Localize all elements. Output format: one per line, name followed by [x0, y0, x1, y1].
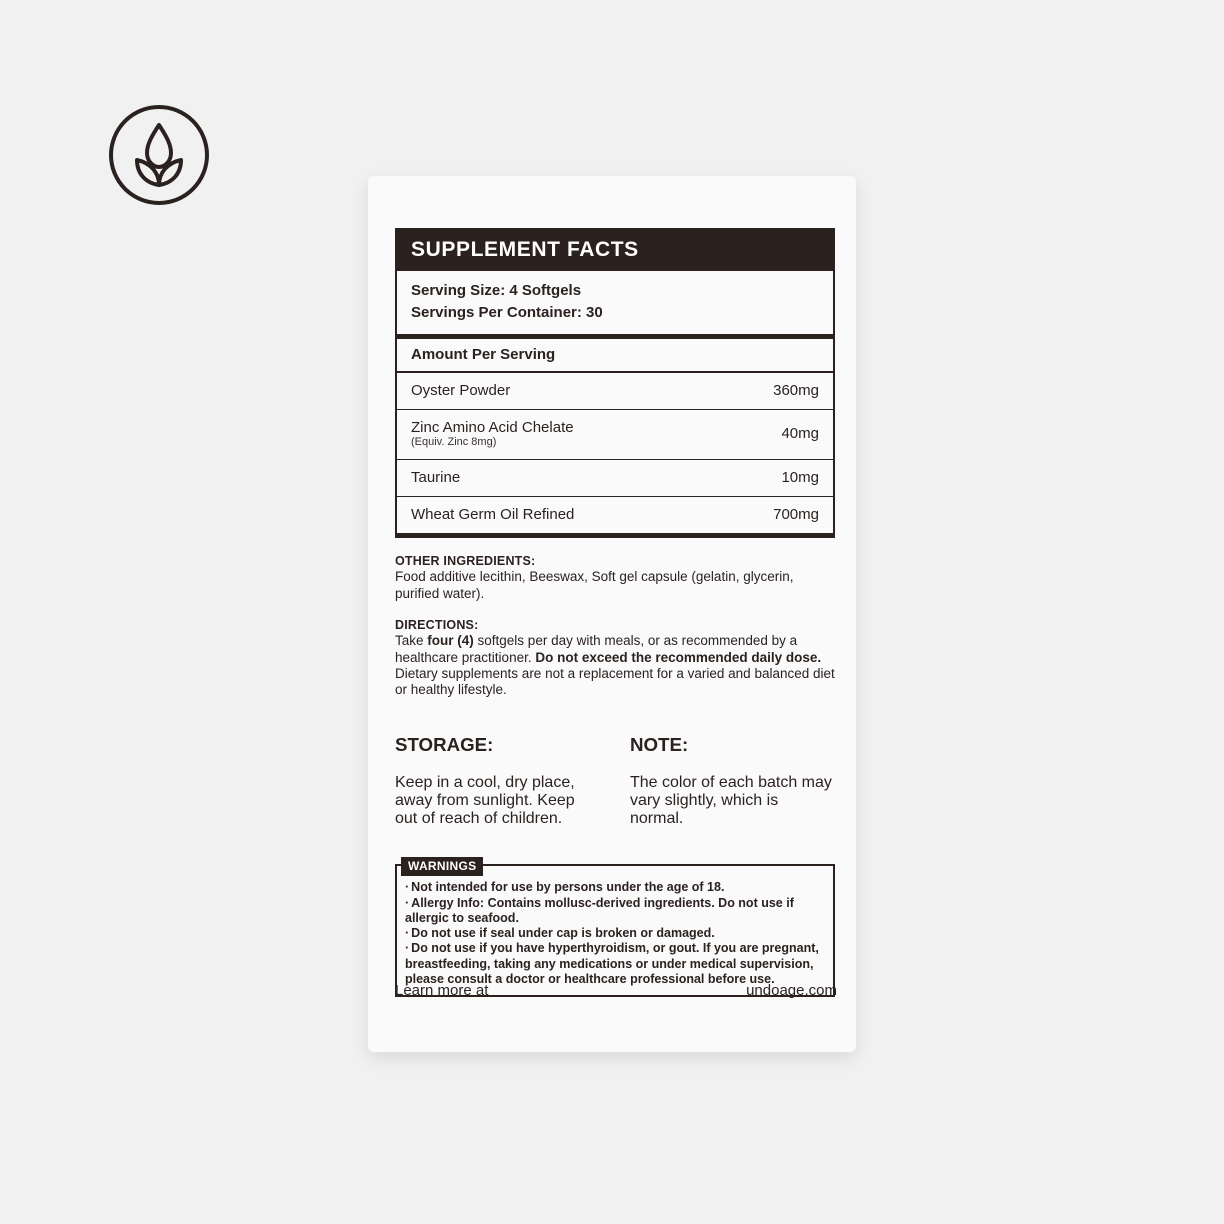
ingredient-name: Wheat Germ Oil Refined: [411, 505, 575, 523]
ingredient-amount: 40mg: [781, 425, 819, 443]
warnings-box: [395, 859, 835, 997]
supplement-label-panel: [368, 176, 856, 1052]
directions-line1-post: softgels per day with meals, or as recommended by a healthcare practitioner.: [395, 633, 798, 665]
warnings-list: [405, 880, 825, 987]
list-item: · Not intended for use by persons under the age of 18.: [405, 880, 825, 895]
note-section: [630, 715, 835, 844]
directions-heading: DIRECTIONS:: [395, 618, 479, 633]
note-text: The color of each batch may vary slightly, which is normal.: [630, 774, 832, 828]
ingredient-subtext: (Equiv. Zinc 8mg): [411, 436, 497, 448]
table-row: [397, 373, 833, 410]
note-heading: NOTE:: [630, 733, 689, 755]
ingredient-name-text: Zinc Amino Acid Chelate: [411, 418, 574, 436]
ingredient-amount: 360mg: [773, 381, 819, 399]
storage-note-row: [395, 715, 835, 844]
ingredient-amount: 700mg: [773, 506, 819, 524]
label-content: [395, 228, 837, 997]
directions-line2-post: Dietary supplements are not a replacement for a varied and balanced diet or healthy lifestyle.: [395, 666, 835, 698]
storage-section: [395, 715, 600, 844]
directions-section: [395, 618, 835, 699]
other-ingredients-section: [395, 554, 835, 602]
directions-warning-bold: Do not exceed the recommended daily dose.: [535, 649, 822, 665]
directions-line1-pre: Take: [395, 633, 428, 649]
supplement-facts-title: SUPPLEMENT FACTS: [397, 230, 833, 271]
storage-text: Keep in a cool, dry place, away from sunlight. Keep out of reach of children.: [395, 774, 575, 828]
serving-size: Serving Size: 4 Softgels: [411, 282, 582, 299]
supplement-facts-table: [395, 228, 835, 538]
warnings-tag: WARNINGS: [401, 857, 483, 876]
ingredient-amount: 10mg: [781, 468, 819, 486]
list-item: · Do not use if seal under cap is broken or damaged.: [405, 926, 825, 941]
ingredient-name: [411, 419, 574, 449]
amount-per-serving-header: Amount Per Serving: [397, 339, 833, 373]
label-footer: [395, 982, 837, 999]
list-item: · Allergy Info: Contains mollusc-derived ingredients. Do not use if allergic to seafood.: [405, 896, 825, 927]
brand-logo: [107, 103, 211, 207]
table-row: [397, 460, 833, 497]
leaf-drop-logo-icon: [107, 103, 211, 207]
serving-info: [397, 271, 833, 339]
directions-dose-bold: four (4): [427, 633, 474, 649]
table-row: [397, 410, 833, 460]
storage-heading: STORAGE:: [395, 733, 494, 755]
servings-per-container: Servings Per Container: 30: [411, 303, 603, 321]
table-row: [397, 497, 833, 536]
other-ingredients-heading: OTHER INGREDIENTS:: [395, 554, 536, 569]
directions-text: [395, 633, 835, 699]
list-item: · Do not use if you have hyperthyroidism, or gout. If you are pregnant, breastfeeding, taking any medications or under medical supervision, please consult a doctor or healthcare professional before use.: [405, 941, 825, 987]
ingredient-name: Taurine: [411, 468, 461, 486]
ingredient-name: Oyster Powder: [411, 381, 511, 399]
website-link[interactable]: undoage.com: [746, 982, 837, 999]
learn-more-text: Learn more at: [395, 982, 489, 999]
other-ingredients-text: Food additive lecithin, Beeswax, Soft gel capsule (gelatin, glycerin, purified water).: [395, 569, 794, 601]
